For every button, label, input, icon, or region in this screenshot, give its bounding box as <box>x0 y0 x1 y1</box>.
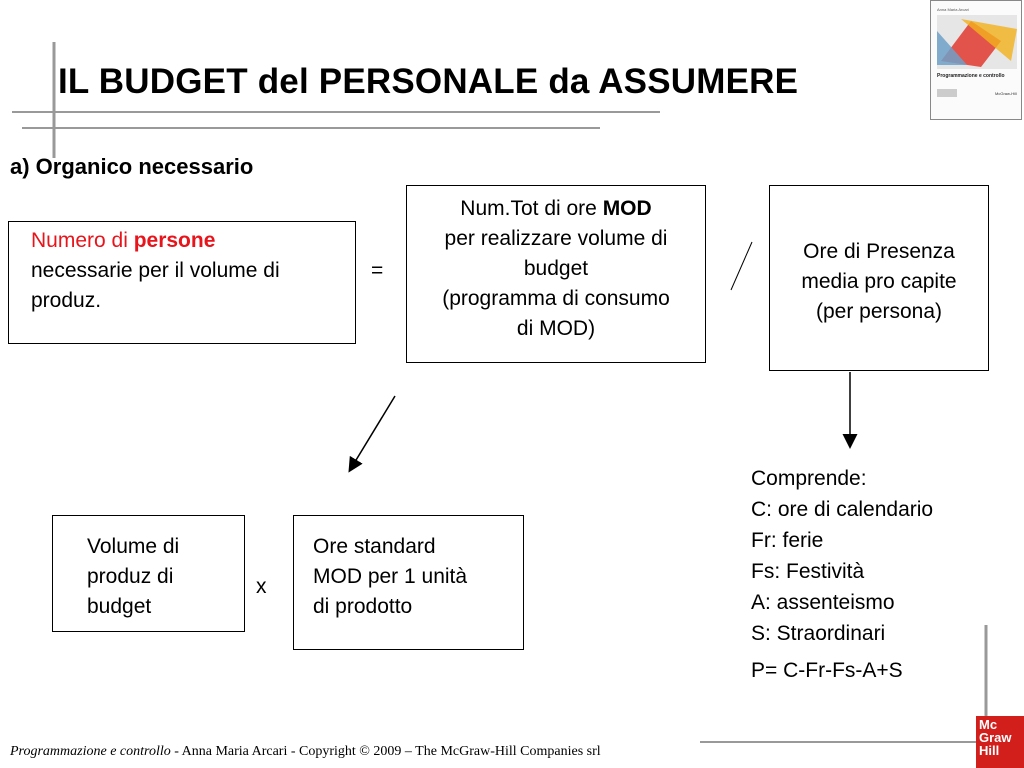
presenza-line2: media pro capite <box>801 270 957 293</box>
box-ore-presenza <box>769 185 989 371</box>
diagonal-arrow <box>350 396 395 470</box>
footer-rest: - Anna Maria Arcari - Copyright © 2009 – The McGraw-Hill Companies srl <box>170 744 601 759</box>
logo-line1: Mc <box>979 717 998 732</box>
book-cover-image <box>930 0 1022 120</box>
volume-line2: produz di <box>87 565 174 588</box>
volume-line1: Volume di <box>87 535 180 558</box>
comprende-heading: Comprende: <box>751 467 867 490</box>
equals-sign: = <box>371 259 384 282</box>
box-ore-mod <box>406 185 706 363</box>
standard-line3: di prodotto <box>313 595 413 618</box>
mod-line5: di MOD) <box>516 317 596 340</box>
standard-line2: MOD per 1 unità <box>313 565 468 588</box>
comprende-item-ferie: Fr: ferie <box>751 529 824 552</box>
presenza-line1: Ore di Presenza <box>803 240 955 263</box>
comprende-item-straordinari: S: Straordinari <box>751 622 886 645</box>
standard-line1: Ore standard <box>313 535 436 558</box>
comprende-list <box>751 463 933 686</box>
cover-publisher: McGraw-Hill <box>995 91 1017 96</box>
persone-line3: produz. <box>31 289 102 312</box>
slide-subtitle: a) Organico necessario <box>10 154 254 179</box>
persone-line1: Numero di persone <box>31 229 216 252</box>
mod-line3: budget <box>523 257 589 280</box>
box-numero-persone <box>8 221 356 344</box>
cover-author: Anna Maria Arcari <box>937 7 969 12</box>
box-volume-produzione <box>52 515 245 632</box>
cover-title: Programmazione e controllo <box>937 73 1005 79</box>
presenza-line3: (per persona) <box>815 300 943 323</box>
mod-line4: (programma di consumo <box>442 287 670 310</box>
times-sign: x <box>256 575 267 598</box>
comprende-item-festivita: Fs: Festività <box>751 560 865 583</box>
logo-line2: Graw <box>979 730 1012 745</box>
division-slash <box>731 242 752 290</box>
persone-bold: persone <box>133 229 216 252</box>
mod-bold: MOD <box>602 197 652 220</box>
volume-line3: budget <box>87 595 152 618</box>
footer-book-title: Programmazione e controllo <box>10 744 171 759</box>
mcgraw-hill-logo <box>976 716 1024 768</box>
mod-line1: Num.Tot di ore MOD <box>460 197 652 220</box>
logo-line3: Hill <box>979 743 1000 758</box>
persone-line2: necessarie per il volume di <box>31 259 280 282</box>
slide-title: IL BUDGET del PERSONALE da ASSUMERE <box>58 62 799 101</box>
mod-line2: per realizzare volume di <box>444 227 668 250</box>
comprende-item-assenteismo: A: assenteismo <box>751 591 895 614</box>
cover-artwork <box>931 1 1022 120</box>
comprende-item-calendario: C: ore di calendario <box>751 498 934 521</box>
box-ore-standard <box>293 515 524 650</box>
formula: P= C-Fr-Fs-A+S <box>751 659 903 682</box>
footer-copyright <box>10 744 601 760</box>
